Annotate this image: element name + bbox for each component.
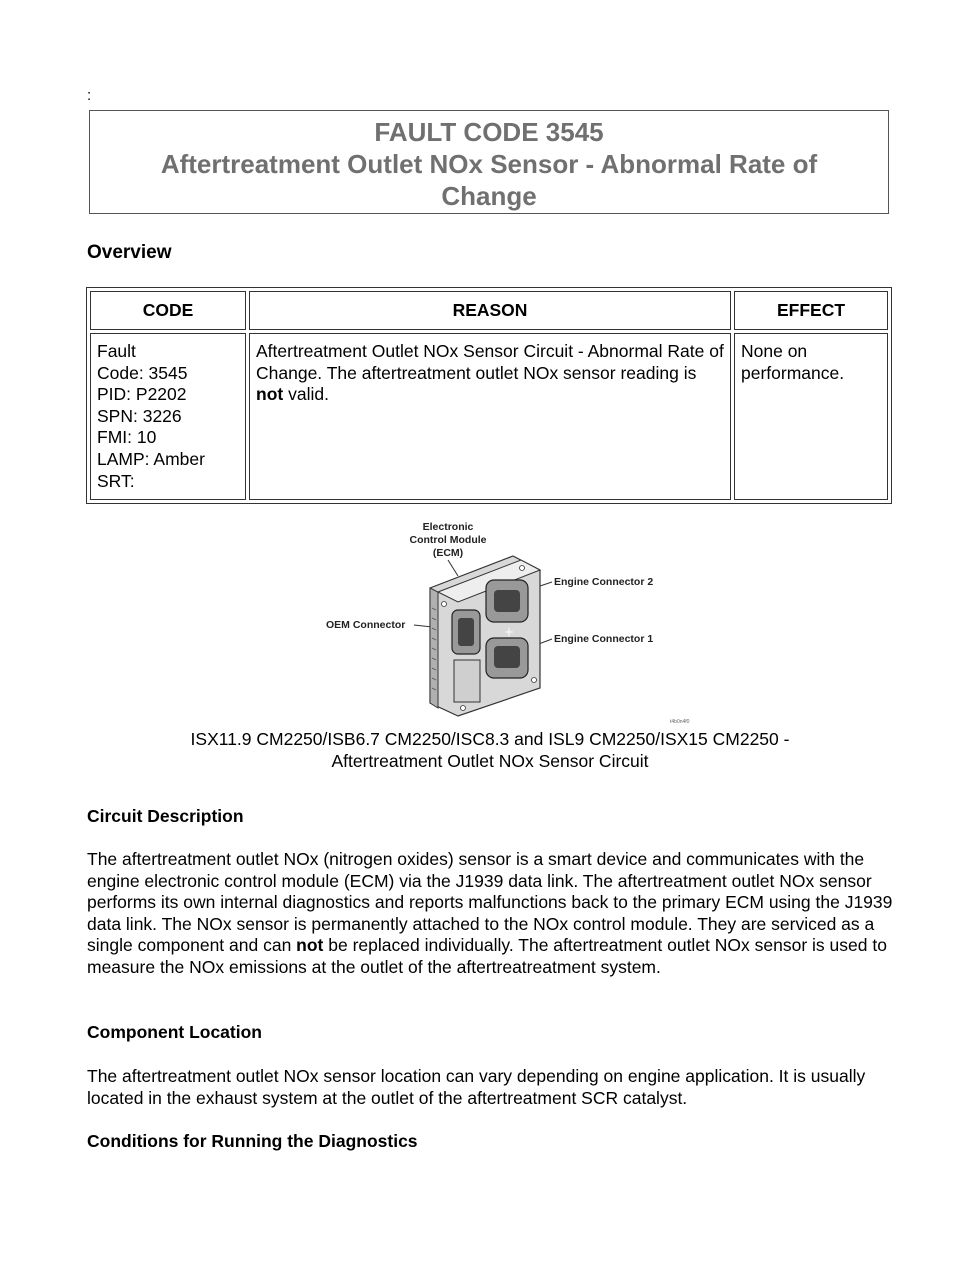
code-line: PID: P2202	[97, 384, 187, 405]
figure-id: t4b0n4f0	[670, 719, 690, 725]
engine-connector-2-label: Engine Connector 2	[554, 576, 654, 588]
code-cell	[90, 333, 246, 500]
circuit-description-heading: Circuit Description	[87, 806, 244, 826]
circuit-text: The aftertreatment outlet NOx (nitrogen oxides) sensor is a smart device and communicates with the engine electronic control module (ECM) via the J1939 data link. The aftertreatment outlet NOx sensor performs its own internal diagnostics and reports malfunctions back to the primary ECM using the J1939 data link. The NOx sensor is permanently attached to the NOx control module. They are serviced as a single component and can	[87, 849, 893, 956]
code-line: FMI: 10	[97, 427, 157, 448]
circuit-description-text	[87, 849, 899, 979]
code-line: Fault	[97, 341, 136, 361]
column-header-reason: REASON	[249, 291, 731, 330]
column-header-code: CODE	[90, 291, 246, 330]
oem-connector-label: OEM Connector	[326, 619, 406, 631]
circuit-text-end: be replaced individually. The aftertreatment outlet NOx sensor is used to measure the NOx emissions at the outlet of the aftertreatreatment system.	[87, 935, 887, 977]
ecm-label-line-1: Electronic	[422, 521, 474, 533]
component-location-heading: Component Location	[87, 1022, 262, 1042]
effect-cell: None on performance.	[734, 333, 888, 500]
code-line: SRT:	[97, 470, 135, 491]
title-box	[89, 110, 889, 214]
caption-line-2: Aftertreatment Outlet NOx Sensor Circuit	[331, 750, 649, 771]
column-header-effect: EFFECT	[734, 291, 888, 330]
overview-table	[86, 287, 892, 504]
code-line: SPN: 3226	[97, 405, 182, 426]
reason-text: Aftertreatment Outlet NOx Sensor Circuit - Abnormal Rate of Change. The aftertreatment outlet NOx sensor reading is	[256, 341, 724, 383]
component-location-text: The aftertreatment outlet NOx sensor location can vary depending on engine application. It is usually located in the exhaust system at the outlet of the aftertreatment SCR catalyst.	[87, 1066, 866, 1108]
ecm-label-line-3: (ECM)	[432, 547, 464, 559]
diagram-caption	[140, 729, 840, 772]
reason-text-end: valid.	[283, 384, 329, 405]
overview-heading: Overview	[87, 242, 172, 263]
code-line: LAMP: Amber	[97, 448, 205, 469]
ecm-leader-line	[448, 560, 458, 576]
table-row	[90, 333, 888, 500]
engine-connector-1-label: Engine Connector 1	[554, 633, 654, 645]
ecm-label-line-2: Control Module	[409, 534, 487, 546]
ecm-diagram	[318, 518, 718, 728]
plus-icon: +	[504, 625, 515, 639]
fault-code-subtitle: Aftertreatment Outlet NOx Sensor - Abnormal Rate of Change	[160, 149, 818, 211]
reason-emphasis: not	[256, 384, 284, 405]
code-line: Code: 3545	[97, 362, 188, 383]
ecm-module-drawing	[430, 556, 540, 716]
fault-code-title: FAULT CODE 3545	[374, 117, 604, 147]
caption-line-1: ISX11.9 CM2250/ISB6.7 CM2250/ISC8.3 and ISL9 CM2250/ISX15 CM2250 -	[190, 729, 790, 749]
table-header-row	[90, 291, 888, 330]
reason-cell	[249, 333, 731, 500]
conditions-heading: Conditions for Running the Diagnostics	[87, 1131, 418, 1151]
page-colon: :	[87, 87, 92, 104]
circuit-emphasis: not	[296, 935, 324, 956]
